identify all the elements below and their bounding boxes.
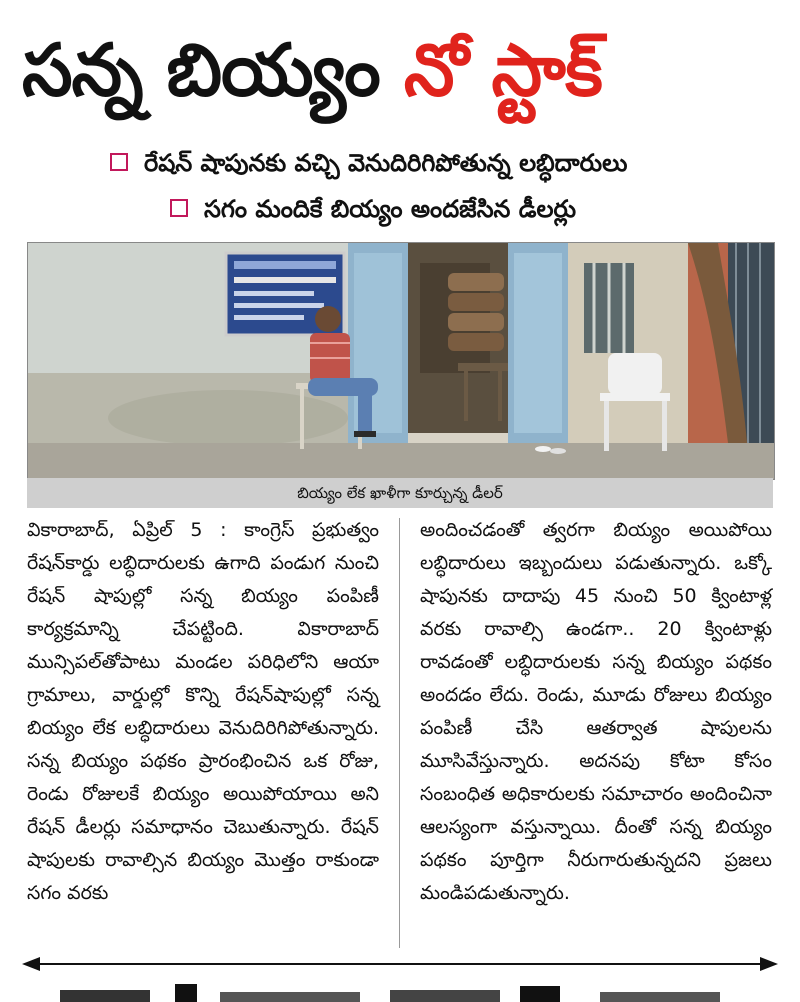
- next-article-fragment: [0, 982, 800, 1002]
- article-column-1: [27, 514, 379, 910]
- headline: [22, 14, 782, 126]
- article-column-2: [420, 514, 772, 910]
- square-bullet-icon: [110, 153, 128, 171]
- article-column-2-text: అందించడంతో త్వరగా బియ్యం అయిపోయి లబ్ధిదారులు ఇబ్బందులు పడుతున్నారు. ఒక్కో షాపునకు దాదాపు 45 నుంచి 50 క్వింటాళ్ల వరకు రావాల్సి ఉండగా.. 20 క్వింటాళ్లు రావడంతో లబ్ధిదారులకు సన్న బియ్యం పథకం అందడం లేదు. రెండు, మూడు రోజులు బియ్యం పంపిణీ చేసి ఆతర్వాత షాపులను మూసివేస్తున్నారు. అదనపు కోటా కోసం సంబంధిత అధికారులకు సమాచారం అందించినా ఆలస్యంగా వస్తున్నాయి. దీంతో సన్న బియ్యం పథకం పూర్తిగా నీరుగారుతున్నదని ప్రజలు మండిపడుతున్నారు.: [420, 519, 772, 904]
- subheading-1: [110, 146, 627, 180]
- square-bullet-icon: [170, 199, 188, 217]
- headline-part1: సన్న బియ్యం: [22, 28, 380, 112]
- subheading-2: [170, 192, 576, 226]
- column-divider: [399, 518, 400, 948]
- photo-caption: బియ్యం లేక ఖాళీగా కూర్చున్న డీలర్: [27, 478, 773, 508]
- subheading-2-text: సగం మందికే బియ్యం అందజేసిన డీలర్లు: [204, 195, 577, 223]
- headline-part2: నో స్టాక్: [403, 28, 602, 112]
- article-column-1-text: వికారాబాద్, ఏప్రిల్ 5 : కాంగ్రెస్ ప్రభుత్వం రేషన్‌కార్డు లబ్ధిదారులకు ఉగాది పండుగ నుంచి రేషన్ షాపుల్లో సన్న బియ్యం పంపిణీ కార్యక్రమాన్ని చేపట్టింది. వికారాబాద్ మున్సిపల్‌తోపాటు మండల పరిధిలోని ఆయా గ్రామాలు, వార్డుల్లో కొన్ని రేషన్‌షాపుల్లో సన్న బియ్యం లేక లబ్ధిదారులు వెనుదిరిగిపోతున్నారు. సన్న బియ్యం పథకం ప్రారంభించిన ఒక రోజు, రెండు రోజులకే బియ్యం అయిపోయాయి అని రేషన్ డీలర్లు సమాధానం చెబుతున్నారు. రేషన్ షాపులకు రావాల్సిన బియ్యం మొత్తం రాకుండా సగం వరకు: [27, 519, 379, 904]
- news-photo: [27, 242, 775, 480]
- double-arrow-divider-icon: [22, 955, 778, 973]
- cropped-text-fragment: [0, 982, 800, 1002]
- ration-shop-photo: [28, 243, 774, 479]
- subheading-1-text: రేషన్ షాపునకు వచ్చి వెనుదిరిగిపోతున్న లబ్ధిదారులు: [144, 149, 628, 177]
